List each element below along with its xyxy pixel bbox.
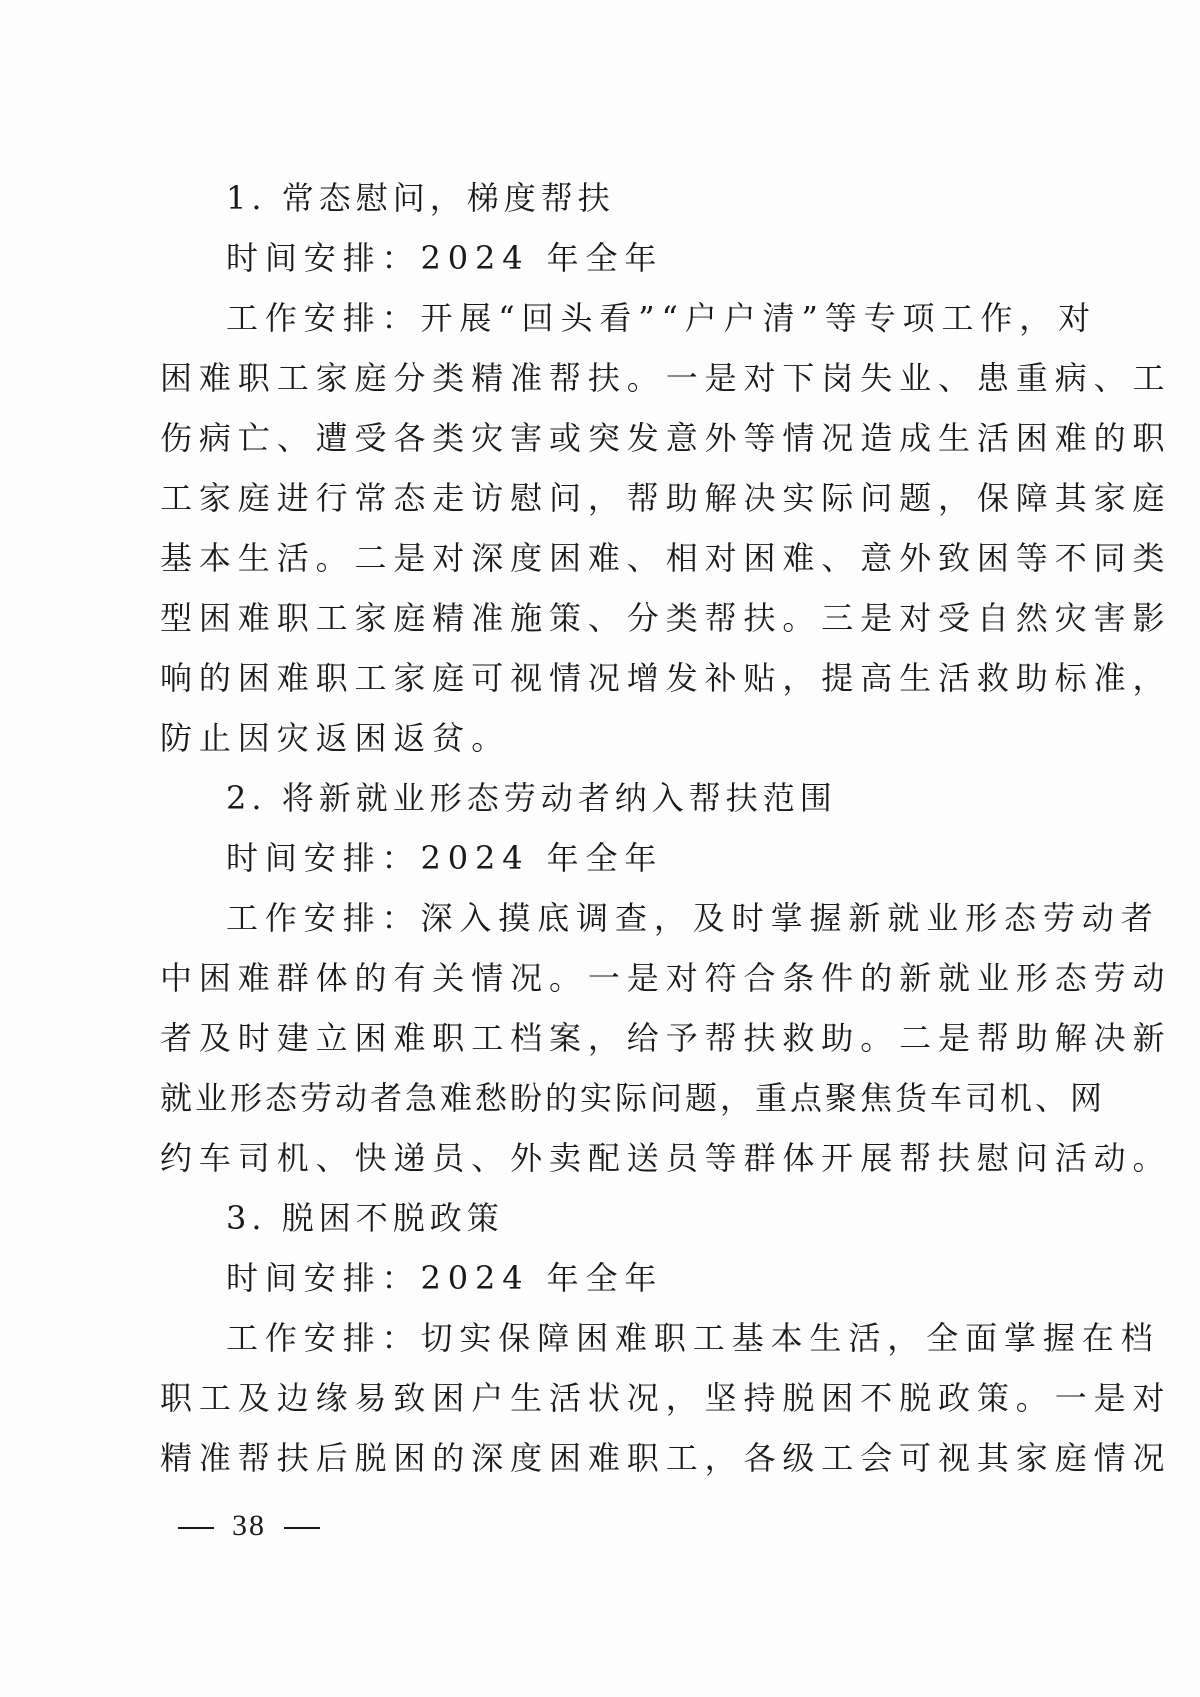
section-3-heading: 3. 脱困不脱政策 <box>226 1199 504 1237</box>
section-2-work-line: 工作安排：深入摸底调查，及时掌握新就业形态劳动者 <box>226 899 1160 937</box>
page-number-footer <box>160 1506 338 1546</box>
page-number: 38 <box>232 1509 266 1542</box>
section-3-work-line: 职工及边缘易致困户生活状况，坚持脱困不脱政策。一是对 <box>160 1379 1172 1417</box>
section-1-time: 时间安排：2024 年全年 <box>226 239 664 277</box>
document-body <box>160 168 1172 1488</box>
section-1-heading: 1. 常态慰问，梯度帮扶 <box>226 179 615 217</box>
section-2-work-line: 者及时建立困难职工档案，给予帮扶救助。二是帮助解决新 <box>160 1019 1172 1057</box>
section-2-work-line: 约车司机、快递员、外卖配送员等群体开展帮扶慰问活动。 <box>160 1139 1172 1177</box>
section-3-time: 时间安排：2024 年全年 <box>226 1259 664 1297</box>
section-1-work-line: 工作安排：开展“回头看”“户户清”等专项工作，对 <box>226 299 1098 337</box>
section-3-work-line: 精准帮扶后脱困的深度困难职工，各级工会可视其家庭情况 <box>160 1439 1172 1477</box>
right-dash <box>284 1527 320 1529</box>
section-1-work-line: 困难职工家庭分类精准帮扶。一是对下岗失业、患重病、工 <box>160 359 1172 397</box>
section-1-work-line: 响的困难职工家庭可视情况增发补贴，提高生活救助标准， <box>160 659 1172 697</box>
section-1-work-line: 基本生活。二是对深度困难、相对困难、意外致困等不同类 <box>160 539 1172 577</box>
section-2-time: 时间安排：2024 年全年 <box>226 839 664 877</box>
section-1-work-line: 伤病亡、遭受各类灾害或突发意外等情况造成生活困难的职 <box>160 419 1172 457</box>
section-2-work-line: 中困难群体的有关情况。一是对符合条件的新就业形态劳动 <box>160 959 1172 997</box>
section-3-work-line: 工作安排：切实保障困难职工基本生活，全面掌握在档 <box>226 1319 1160 1357</box>
section-1-work-line: 防止因灾返困返贫。 <box>160 719 511 757</box>
section-1-work-line: 型困难职工家庭精准施策、分类帮扶。三是对受自然灾害影 <box>160 599 1172 637</box>
section-2-heading: 2. 将新就业形态劳动者纳入帮扶范围 <box>226 779 837 817</box>
section-1-work-line: 工家庭进行常态走访慰问，帮助解决实际问题，保障其家庭 <box>160 479 1172 517</box>
section-2-work-line: 就业形态劳动者急难愁盼的实际问题，重点聚焦货车司机、网 <box>160 1079 1106 1117</box>
left-dash <box>178 1527 214 1529</box>
